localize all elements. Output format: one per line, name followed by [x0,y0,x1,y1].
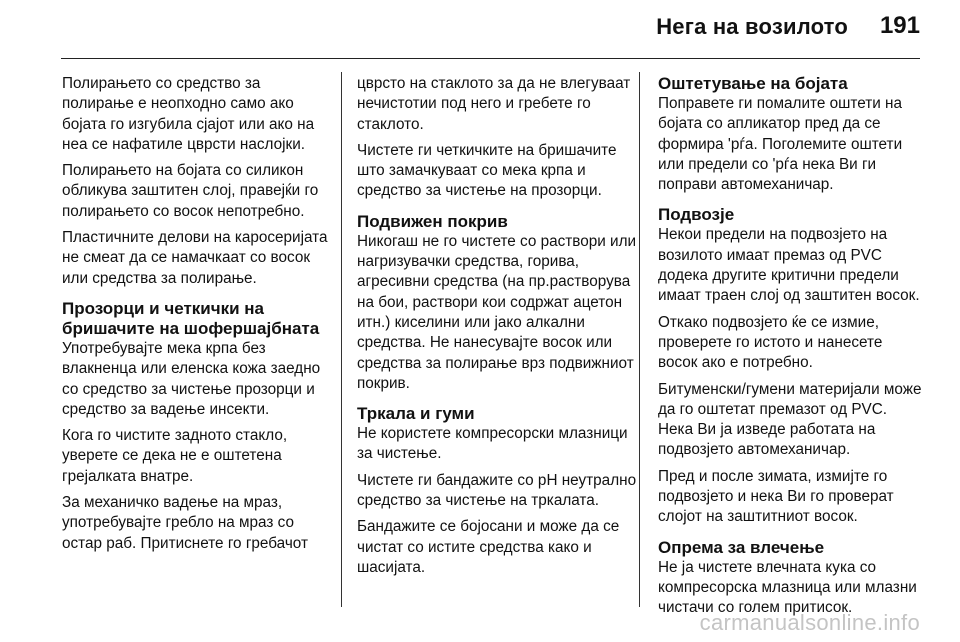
section-heading: Подвозје [658,205,735,225]
section-heading: Тркала и гуми [357,404,475,424]
paragraph: Не ја чистете влечната кука со компресорска млазница или млазни чистачи со голем притисок. [658,558,917,617]
paragraph: Откако подвозјето ќе се измие, проверете го истото и нанесете восок ако е потребно. [658,313,883,372]
page-number: 191 [879,12,920,39]
section-heading: Опрема за влечење [658,537,825,557]
wheels-section [357,404,637,578]
header-divider [61,58,920,59]
section-heading: Прозорци и четкички на бришачите на шофершајбната [62,298,320,338]
paragraph: Некои предели на подвозјето на возилото имаат премаз од PVC додека другите критични предели имаат траен слој од заштитен восок. [658,226,920,305]
paragraph: Битуменски/гумени материјали може да го оштетат премазот од PVC. Нека Ви ја изведе работата на подвозјето автомеханичар. [658,380,922,459]
text-column-3 [658,74,923,625]
paragraph: цврсто на стаклото за да не влегуваат нечистотии под него и гребете го стаклото. [357,75,631,133]
text-column-2 [357,74,637,584]
column-divider [341,72,342,607]
paragraph: Пластичните делови на каросеријата не смеат да се намачкаат со восок или средства за полирање. [62,229,328,287]
paint-damage-section [658,74,923,195]
page-title: Нега на возилото [656,14,848,39]
towing-section [658,538,923,619]
polish-section [62,74,334,289]
wipers-continued [357,74,637,202]
column-divider [639,72,640,607]
paragraph: За механичко вадење на мраз, употребувајте гребло на мраз со остар раб. Притиснете го гребачот [62,494,308,552]
paragraph: Полирањето на бојата со силикон обликува заштитен слој, правејќи го полирањето со восок непотребно. [62,162,319,220]
paragraph: Пред и после зимата, измијте го подвозјето и нека Ви го проверат слојот на заштитниот восок. [658,467,894,526]
paragraph: Полирањето со средство за полирање е неопходно само ако бојата го изгубила сјајот или ако на неа се нафатиле цврсти наслојки. [62,75,315,153]
page-header [0,0,960,62]
sunroof-section [357,212,637,394]
paragraph: Никогаш не го чистете со раствори или нагризувачки средства, горива, агресивни средства (на пр.растворува на бои, раствори кои содржат ацетон итн.) киселини или јако алкални средства. Не нанесувајте восок или средства за полирање врз подвижниот покрив. [357,232,637,392]
section-heading: Подвижен покрив [357,211,508,231]
watermark: carmanualsonline.info [699,610,920,635]
paragraph: Бандажите се бојосани и може да се чистат со истите средства како и шасијата. [357,518,620,576]
windows-section [62,299,334,554]
paragraph: Поправете ги помалите оштети на бојата со апликатор пред да се формира 'рѓа. Поголемите оштети или предели со 'рѓа нека Ви ги поправи автомеханичар. [658,95,903,194]
paragraph: Не користете компресорски млазници за чистење. [357,425,628,463]
paragraph: Употребувајте мека крпа без влакненца или еленска кожа заедно со средство за чистење прозорци и средство за вадење инсекти. [62,339,321,418]
text-column-1 [62,74,334,560]
paragraph: Чистете ги четкичките на бришачите што замачкуваат со мека крпа и средство за чистење на прозорци. [357,141,617,200]
underbody-section [658,205,923,527]
paragraph: Чистете ги бандажите со pH неутрално средство за чистење на тркалата. [357,471,637,510]
section-heading: Оштетување на бојата [658,74,848,93]
paragraph: Кога го чистите задното стакло, уверете се дека не е оштетена грејалката внатре. [62,427,288,485]
